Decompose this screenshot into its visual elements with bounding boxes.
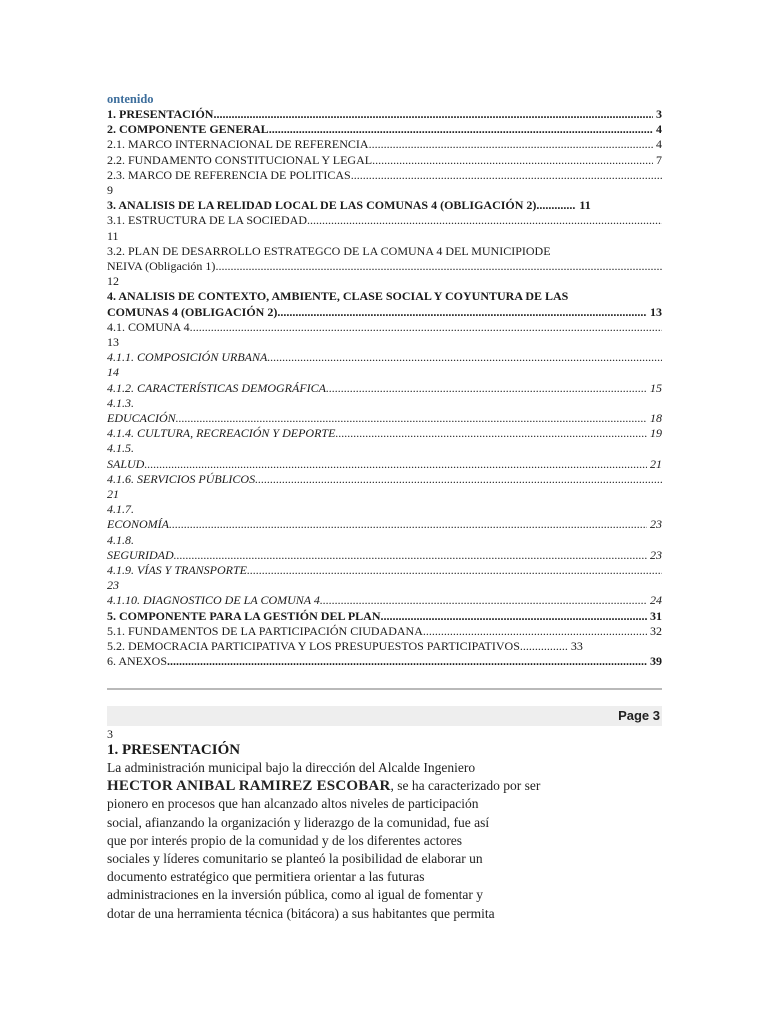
toc-entry[interactable]: 3.1. ESTRUCTURA DE LA SOCIEDAD ..... [107, 213, 662, 228]
toc-entry[interactable]: 3.2. PLAN DE DESARROLLO ESTRATEGCO DE LA COMUNA 4 DEL MUNICIPIODE [107, 243, 551, 258]
page-footer-bar [107, 706, 662, 726]
toc-entry[interactable]: 2.1. MARCO INTERNACIONAL DE REFERENCIA ..... 4 [107, 137, 662, 152]
toc-entry-continued[interactable]: NEIVA (Obligación 1) ..... [107, 259, 662, 274]
toc-entry[interactable]: 4.1.4. CULTURA, RECREACIÓN Y DEPORTE ..... 19 [107, 426, 662, 441]
toc-page-number: 21 [107, 486, 119, 501]
toc-page-number: 23 [107, 578, 119, 593]
toc-page-number: 11 [107, 228, 119, 243]
toc-entry[interactable]: 4.1.1. COMPOSICIÓN URBANA ..... [107, 350, 662, 365]
toc-entry-prefix: 4.1.5. [107, 441, 134, 456]
table-of-contents [107, 92, 662, 669]
toc-entry[interactable]: 5.2. DEMOCRACIA PARTICIPATIVA Y LOS PRESUPUESTOS PARTICIPATIVOS ..... 33 [107, 639, 662, 654]
toc-entry[interactable]: 4.1.9. VÍAS Y TRANSPORTE ..... [107, 563, 662, 578]
toc-entry[interactable]: 4.1.6. SERVICIOS PÚBLICOS ..... [107, 472, 662, 487]
toc-entry[interactable]: 4.1.2. CARACTERÍSTICAS DEMOGRÁFICA ..... 15 [107, 381, 662, 396]
paragraph-line: pionero en procesos que han alcanzado altos niveles de participación [107, 796, 479, 812]
document-body [107, 727, 567, 923]
toc-entry-prefix: 4.1.7. [107, 502, 134, 517]
toc-entry[interactable]: SALUD ..... 21 [107, 457, 662, 472]
page-divider [107, 688, 662, 690]
toc-page-number: 14 [107, 365, 119, 380]
toc-entry-prefix: 4.1.3. [107, 395, 134, 410]
paragraph-line [107, 777, 567, 795]
body-paragraph [107, 759, 567, 923]
toc-entry[interactable]: EDUCACIÓN ..... 18 [107, 411, 662, 426]
toc-entry-prefix: 4.1.8. [107, 532, 134, 547]
page-number: 3 [107, 727, 113, 741]
toc-entry-continued[interactable]: COMUNAS 4 (OBLIGACIÓN 2) ..... 13 [107, 305, 662, 320]
page-label: Page 3 [618, 708, 660, 723]
section-heading: 1. PRESENTACIÓN [107, 742, 241, 758]
toc-entry[interactable]: 4.1. COMUNA 4. ..... [107, 320, 662, 335]
toc-entry[interactable]: 2. COMPONENTE GENERAL ..... 4 [107, 122, 662, 137]
toc-entry[interactable]: 5.1. FUNDAMENTOS DE LA PARTICIPACIÓN CIUDADANA ..... 32 [107, 624, 662, 639]
paragraph-line: dotar de una herramienta técnica (bitácora) a sus habitantes que permita [107, 905, 495, 921]
toc-entry[interactable]: 3. ANALISIS DE LA RELIDAD LOCAL DE LAS COMUNAS 4 (OBLIGACIÓN 2) ..... 11 [107, 198, 662, 213]
paragraph-line: administraciones en la inversión pública, como al igual de fomentar y [107, 887, 484, 903]
toc-entry[interactable]: SEGURIDAD ..... 23 [107, 548, 662, 563]
mayor-name: HECTOR ANIBAL RAMIREZ ESCOBAR [107, 778, 391, 795]
toc-page-number: 9 [107, 183, 113, 198]
paragraph-line: sociales y líderes comunitario se planteó la posibilidad de elaborar un [107, 851, 483, 867]
toc-entry[interactable]: 1. PRESENTACIÓN ..... 3 [107, 107, 662, 122]
paragraph-line: La administración municipal bajo la dirección del Alcalde Ingeniero [107, 760, 476, 775]
toc-entry[interactable]: 2.2. FUNDAMENTO CONSTITUCIONAL Y LEGAL ..... 7 [107, 153, 662, 168]
toc-entry[interactable]: 6. ANEXOS ..... 39 [107, 654, 662, 669]
paragraph-line: documento estratégico que permitiera orientar a las futuras [107, 869, 425, 885]
toc-title: ontenido [107, 92, 154, 106]
toc-entry[interactable]: 5. COMPONENTE PARA LA GESTIÓN DEL PLAN ..... 31 [107, 609, 662, 624]
toc-page-number: 12 [107, 274, 119, 289]
toc-entry[interactable]: 4.1.10. DIAGNOSTICO DE LA COMUNA 4 ..... 24 [107, 593, 662, 608]
paragraph-line: que por interés propio de la comunidad y de los diferentes actores [107, 832, 463, 848]
toc-entry[interactable]: ECONOMÍA ..... 23 [107, 517, 662, 532]
toc-entry[interactable]: 2.3. MARCO DE REFERENCIA DE POLITICAS ..... [107, 168, 662, 183]
paragraph-line: social, afianzando la organización y liderazgo de la comunidad, fue así [107, 814, 490, 830]
toc-page-number: 13 [107, 335, 119, 349]
toc-entry[interactable]: 4. ANALISIS DE CONTEXTO, AMBIENTE, CLASE SOCIAL Y COYUNTURA DE LAS [107, 289, 569, 304]
name-suffix: , se ha caracterizado por ser [390, 778, 541, 794]
